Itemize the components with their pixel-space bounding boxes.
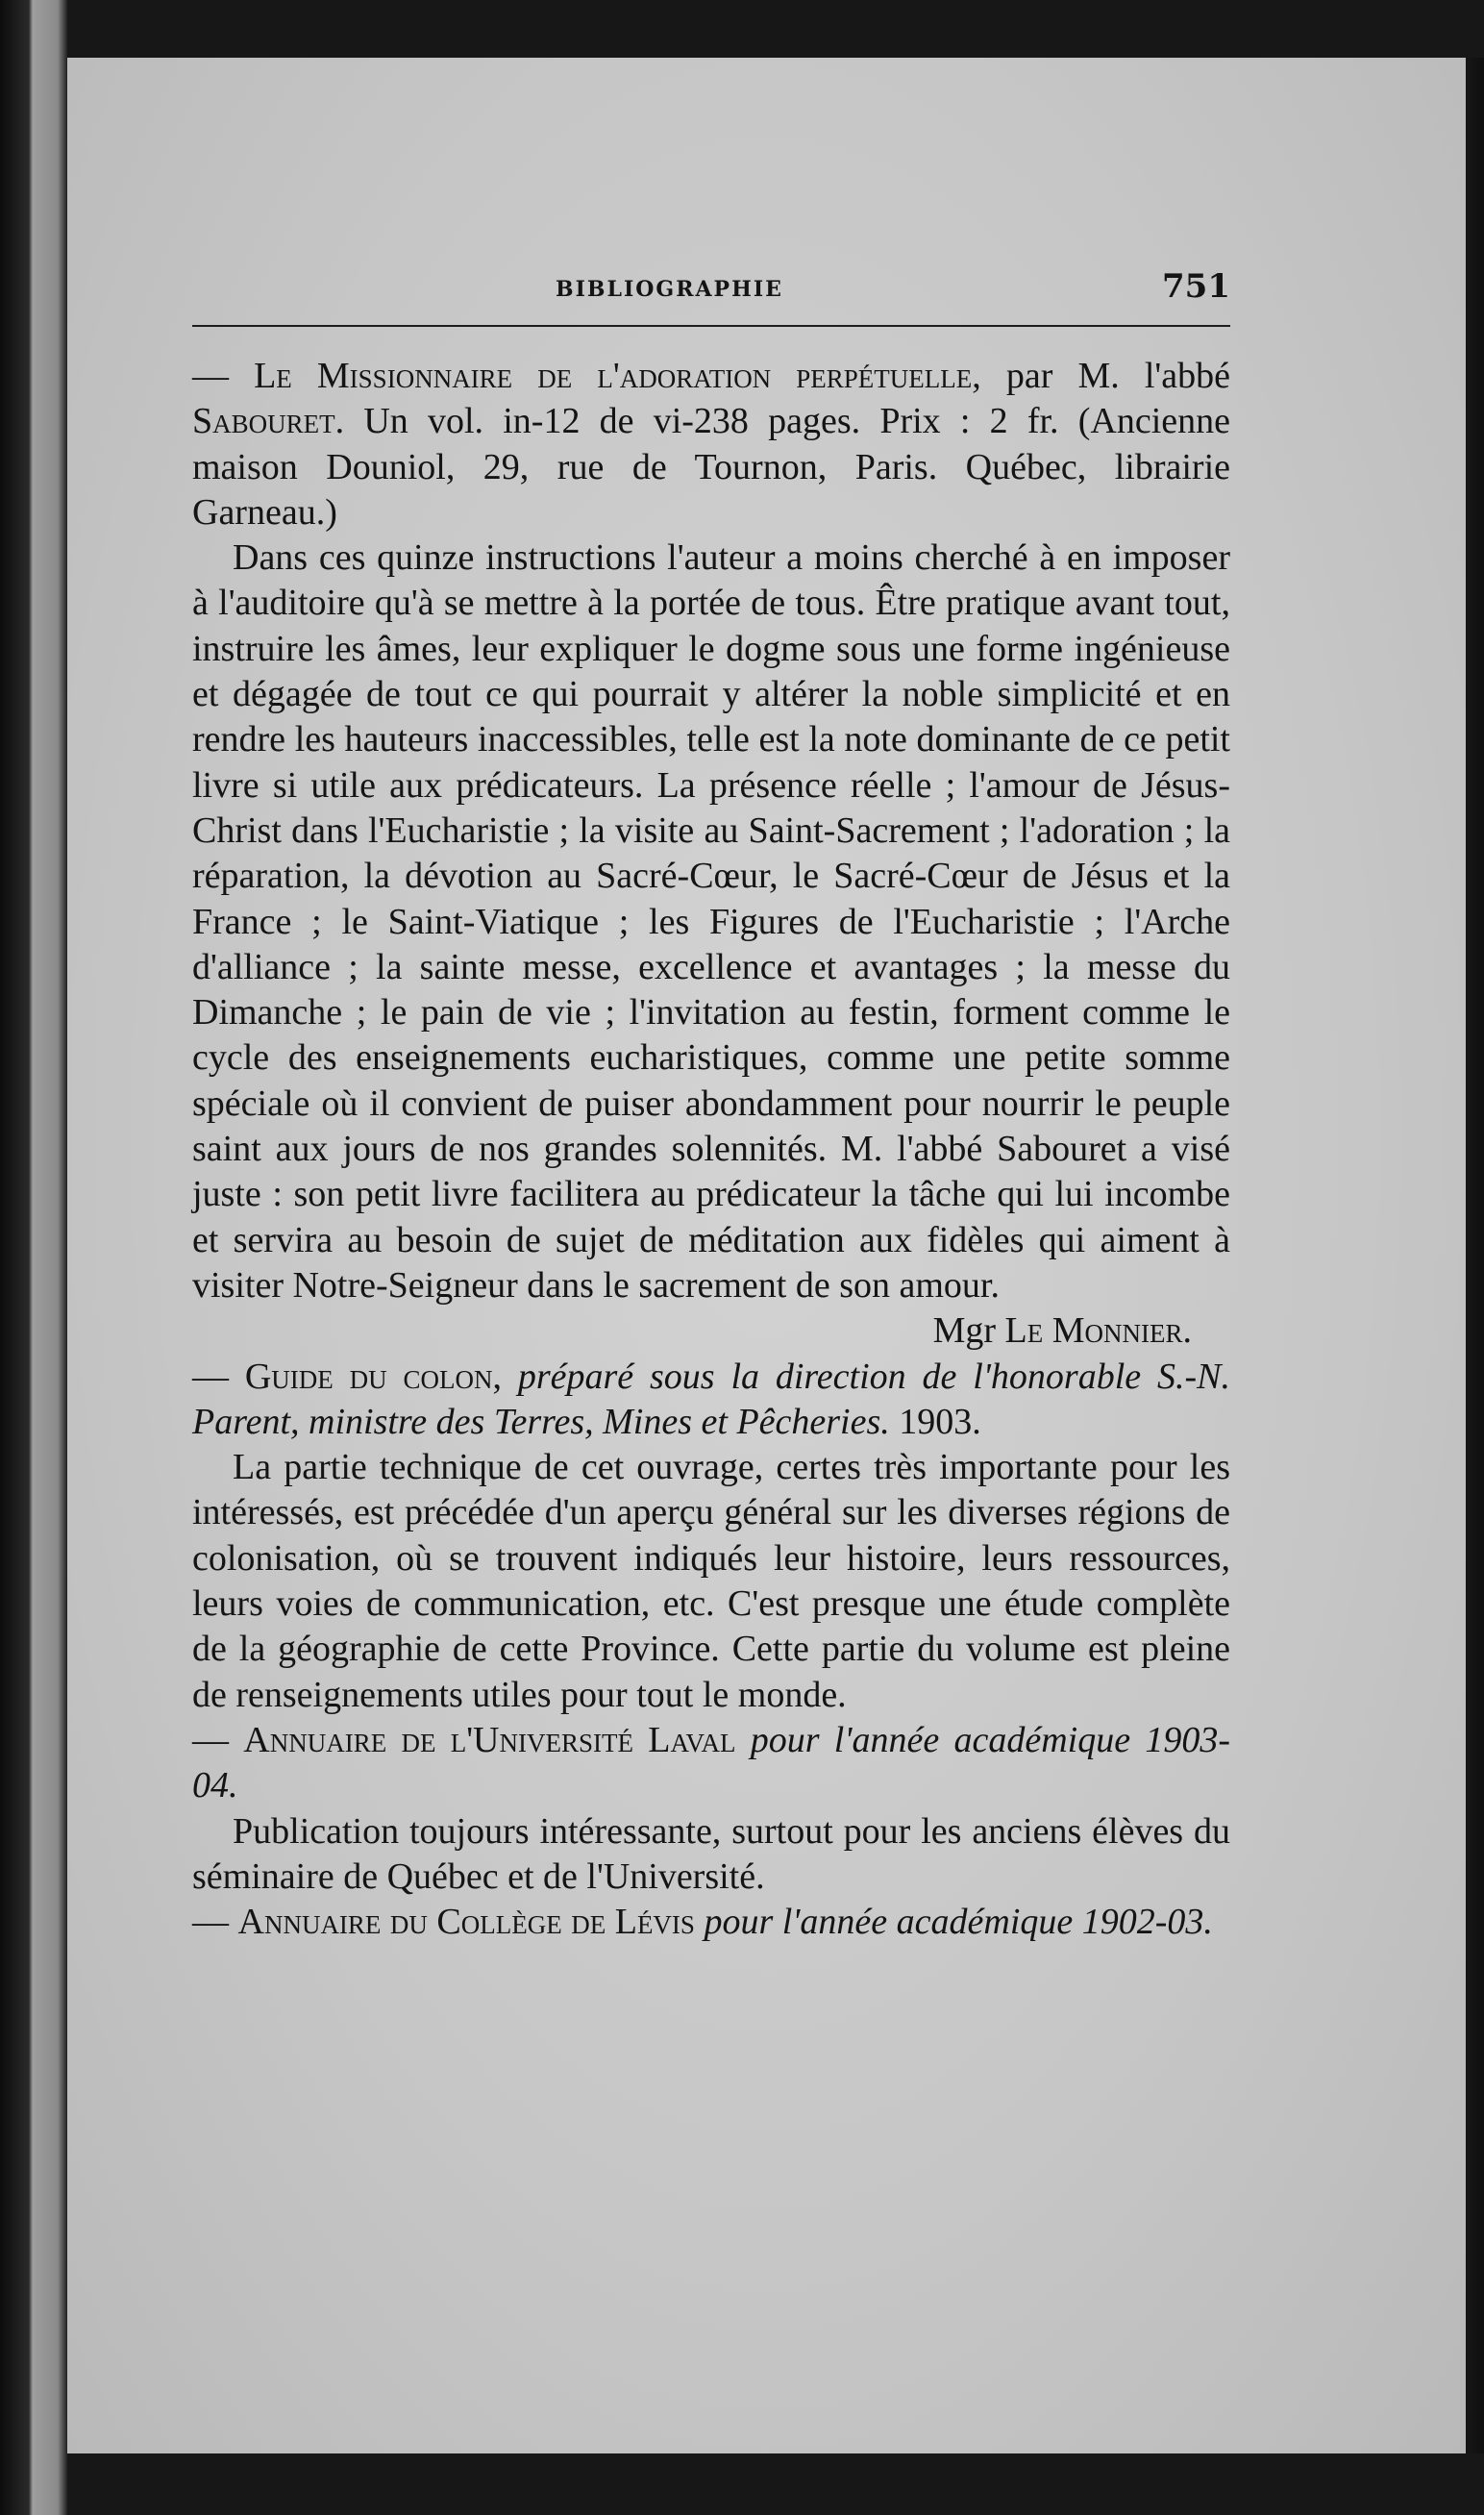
- entry-title: Annuaire de l'Université Laval: [243, 1719, 736, 1760]
- running-header: [192, 267, 1230, 327]
- entry-title: Annuaire du Collège de Lévis: [237, 1902, 695, 1943]
- entry-details: . Un vol. in-12 de vi-238 pages. Prix : 2 fr. (Ancienne maison Douniol, 29, rue de Tournon, Paris. Québec, librairie Garneau.): [192, 401, 1230, 533]
- adjacent-page-edge: [0, 0, 67, 2515]
- entry-subtitle: pour l'année académique 1902-03.: [694, 1902, 1213, 1943]
- entry-heading-1: [192, 354, 1230, 535]
- entry-dash: —: [192, 356, 255, 396]
- entry-heading-2: [192, 1355, 1230, 1446]
- signature-prefix: Mgr: [932, 1310, 1005, 1352]
- entry-year: 1903.: [889, 1401, 981, 1442]
- entry-byline: , par M. l'abbé: [972, 356, 1230, 396]
- entry-dash: —: [192, 1356, 245, 1397]
- entry-review-3: Publication toujours intéressante, surtout pour les anciens élèves du séminaire de Québec et de l'Université.: [192, 1810, 1230, 1897]
- entry-subtitle: préparé sous la direction de l'honorable S.-N. Parent, ministre des Terres, Mines et Pêcheries.: [192, 1356, 1230, 1442]
- book-page: [67, 58, 1466, 2453]
- signature-name: Le Monnier.: [1004, 1310, 1192, 1352]
- bibliography-body: [192, 354, 1230, 1945]
- entry-heading-3: [192, 1718, 1230, 1809]
- entry-review-2: La partie technique de cet ouvrage, certes très importante pour les intéressés, est précédée d'un aperçu général sur les diverses régions de colonisation, où se trouvent indiqués leur histoire, leurs ressources, leurs voies de communication, etc. C'est presque une étude complète de la géographie de cette Province. Cette partie du volume est pleine de renseignements utiles pour tout le monde.: [192, 1447, 1230, 1715]
- entry-subtitle: pour l'année académique 1903-04.: [192, 1719, 1230, 1806]
- page-edge-shadow: [1465, 58, 1484, 2453]
- entry-title: Guide du colon,: [244, 1356, 502, 1397]
- page-number: 751: [1162, 267, 1230, 306]
- entry-heading-4: [192, 1900, 1230, 1945]
- running-title: BIBLIOGRAPHIE: [556, 277, 783, 302]
- page-content: [192, 267, 1230, 1945]
- entry-author: Sabouret: [192, 401, 335, 442]
- entry-dash: —: [192, 1902, 238, 1943]
- entry-review-1: Dans ces quinze instructions l'auteur a moins cherché à en imposer à l'auditoire qu'à se mettre à la portée de tous. Être pratique avant tout, instruire les âmes, leur expliquer le dogme sous une forme ingénieuse et dégagée de tout ce qui pourrait y altérer la noble simplicité et en rendre les hauteurs inaccessibles, telle est la note dominante de ce petit livre si utile aux prédicateurs. La présence réelle ; l'amour de Jésus-Christ dans l'Eucharistie ; la visite au Saint-Sacrement ; l'adoration ; la réparation, la dévotion au Sacré-Cœur, le Sacré-Cœur de Jésus et la France ; le Saint-Viatique ; les Figures de l'Eucharistie ; l'Arche d'alliance ; la sainte messe, excellence et avantages ; la messe du Dimanche ; le pain de vie ; l'invitation au festin, forment comme le cycle des enseignements eucharistiques, comme une petite somme spéciale où il convient de puiser abondamment pour nourrir le peuple saint aux jours de nos grandes solennités. M. l'abbé Sabouret a visé juste : son petit livre facilitera au prédicateur la tâche qui lui incombe et servira au besoin de sujet de méditation aux fidèles qui aiment à visiter Notre-Seigneur dans le sacrement de son amour.: [192, 537, 1230, 1306]
- entry-title: Le Missionnaire de l'adoration perpétuelle: [254, 356, 973, 396]
- review-signature: [192, 1308, 1230, 1354]
- entry-dash: —: [192, 1719, 244, 1760]
